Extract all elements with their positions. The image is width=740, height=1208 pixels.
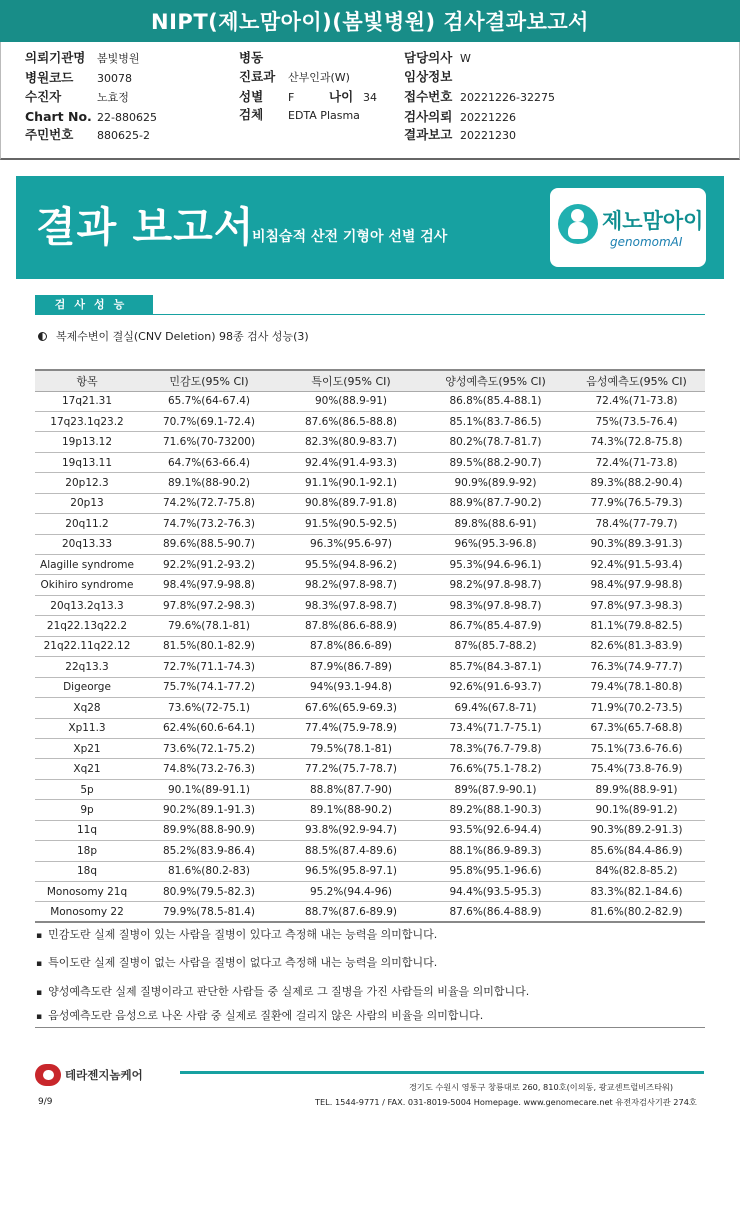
cell-specificity: 91.1%(90.1-92.1) [279,473,423,493]
cell-ppv: 80.2%(78.7-81.7) [423,432,568,452]
reception-no-label: 접수번호 [404,89,453,104]
footer-divider [180,1071,704,1074]
notes-divider [35,1027,705,1028]
cell-sensitivity: 81.5%(80.1-82.9) [139,636,279,656]
cell-item: 5p [35,779,139,799]
cell-specificity: 77.2%(75.7-78.7) [279,759,423,779]
cell-sensitivity: 97.8%(97.2-98.3) [139,595,279,615]
table-row [35,514,705,534]
cell-specificity: 90.8%(89.7-91.8) [279,493,423,513]
cell-npv: 85.6%(84.4-86.9) [568,841,705,861]
doctor-label: 담당의사 [404,50,453,65]
cell-specificity: 96.5%(95.8-97.1) [279,861,423,881]
note-sensitivity: ▪ 민감도란 실제 질병이 있는 사람을 질병이 있다고 측정해 내는 능력을 의미합니다. [36,928,437,943]
cell-specificity: 92.4%(91.4-93.3) [279,452,423,472]
result-date-value: 20221230 [460,129,516,142]
header-sensitivity: 민감도(95% CI) [139,370,279,391]
cell-npv: 77.9%(76.5-79.3) [568,493,705,513]
chart-no-value: 22-880625 [97,111,157,124]
banner-subtitle: 비침습적 산전 기형아 선별 검사 [252,229,448,245]
cell-item: 20q13.33 [35,534,139,554]
cell-specificity: 93.8%(92.9-94.7) [279,820,423,840]
cell-sensitivity: 81.6%(80.2-83) [139,861,279,881]
cell-npv: 78.4%(77-79.7) [568,514,705,534]
result-date-label: 결과보고 [404,127,453,142]
cell-ppv: 78.3%(76.7-79.8) [423,738,568,758]
patient-value: 노효정 [97,91,129,104]
cell-item: 17q21.31 [35,391,139,411]
cell-npv: 90.3%(89.2-91.3) [568,820,705,840]
cell-item: 9p [35,800,139,820]
section-heading-text: 복제수변이 결실(CNV Deletion) 98종 검사 성능(3) [56,330,309,343]
cell-item: Monosomy 22 [35,902,139,922]
cell-item: 22q13.3 [35,657,139,677]
company-mark-icon [35,1064,61,1086]
cell-ppv: 94.4%(93.5-95.3) [423,882,568,902]
cell-sensitivity: 79.9%(78.5-81.4) [139,902,279,922]
cell-sensitivity: 98.4%(97.9-98.8) [139,575,279,595]
cell-specificity: 89.1%(88-90.2) [279,800,423,820]
cell-ppv: 85.7%(84.3-87.1) [423,657,568,677]
cell-specificity: 77.4%(75.9-78.9) [279,718,423,738]
table-row [35,779,705,799]
hospital-code-label: 병원코드 [25,70,74,85]
cell-ppv: 86.8%(85.4-88.1) [423,391,568,411]
sex-value: F [288,91,295,104]
request-date-label: 검사의뢰 [404,109,453,124]
banner-title: 결과 보고서 [36,203,255,251]
cell-item: 20q13.2q13.3 [35,595,139,615]
table-row [35,657,705,677]
cell-ppv: 73.4%(71.7-75.1) [423,718,568,738]
cell-item: Monosomy 21q [35,882,139,902]
cell-npv: 72.4%(71-73.8) [568,452,705,472]
table-row [35,882,705,902]
cell-specificity: 87.8%(86.6-88.9) [279,616,423,636]
logo-korean-text: 제노맘아이 [602,209,704,233]
cell-item: 20q11.2 [35,514,139,534]
cell-specificity: 79.5%(78.1-81) [279,738,423,758]
note-npv: ▪ 음성예측도란 음성으로 나온 사람 중 실제로 질환에 걸리지 않은 사람의 비율을 의미합니다. [36,1009,483,1024]
cell-ppv: 85.1%(83.7-86.5) [423,411,568,431]
cell-sensitivity: 90.2%(89.1-91.3) [139,800,279,820]
resident-no-value: 880625-2 [97,129,150,142]
cell-specificity: 90%(88.9-91) [279,391,423,411]
cell-sensitivity: 85.2%(83.9-86.4) [139,841,279,861]
cell-specificity: 87.9%(86.7-89) [279,657,423,677]
company-name: 테라젠지놈케어 [65,1068,143,1082]
cell-specificity: 96.3%(95.6-97) [279,534,423,554]
cell-item: 21q22.11q22.12 [35,636,139,656]
cell-specificity: 87.6%(86.5-88.8) [279,411,423,431]
table-row [35,636,705,656]
cell-sensitivity: 62.4%(60.6-64.1) [139,718,279,738]
cell-ppv: 88.9%(87.7-90.2) [423,493,568,513]
cell-item: 17q23.1q23.2 [35,411,139,431]
table-row [35,493,705,513]
cell-sensitivity: 71.6%(70-73200) [139,432,279,452]
table-row [35,575,705,595]
ward-label: 병동 [239,50,264,65]
request-date-value: 20221226 [460,111,516,124]
cell-item: Xp21 [35,738,139,758]
cell-specificity: 67.6%(65.9-69.3) [279,698,423,718]
reception-no-value: 20221226-32275 [460,91,555,104]
cell-item: Xp11.3 [35,718,139,738]
cell-ppv: 95.8%(95.1-96.6) [423,861,568,881]
cell-ppv: 88.1%(86.9-89.3) [423,841,568,861]
section-tab: 검사성능 [35,295,153,315]
result-banner [16,176,724,279]
table-header-row [35,370,705,391]
table-row [35,902,705,922]
cell-item: 19p13.12 [35,432,139,452]
cell-npv: 75%(73.5-76.4) [568,411,705,431]
cell-ppv: 89.5%(88.2-90.7) [423,452,568,472]
table-row [35,861,705,881]
table-row [35,841,705,861]
cell-specificity: 88.5%(87.4-89.6) [279,841,423,861]
chart-no-label: Chart No. [25,109,92,124]
cell-ppv: 76.6%(75.1-78.2) [423,759,568,779]
page-number: 9/9 [38,1097,53,1107]
cell-sensitivity: 64.7%(63-66.4) [139,452,279,472]
table-row [35,432,705,452]
cell-sensitivity: 65.7%(64-67.4) [139,391,279,411]
cell-npv: 67.3%(65.7-68.8) [568,718,705,738]
cell-npv: 92.4%(91.5-93.4) [568,555,705,575]
cell-npv: 74.3%(72.8-75.8) [568,432,705,452]
cell-item: 21q22.13q22.2 [35,616,139,636]
table-row [35,677,705,697]
note-ppv: ▪ 양성예측도란 실제 질병이라고 판단한 사람들 중 실제로 그 질병을 가진 사람들의 비율을 의미합니다. [36,985,529,1000]
table-row [35,411,705,431]
cell-ppv: 98.2%(97.8-98.7) [423,575,568,595]
cell-specificity: 88.7%(87.6-89.9) [279,902,423,922]
cell-ppv: 89.8%(88.6-91) [423,514,568,534]
cell-npv: 89.3%(88.2-90.4) [568,473,705,493]
cell-npv: 72.4%(71-73.8) [568,391,705,411]
cell-npv: 83.3%(82.1-84.6) [568,882,705,902]
cell-sensitivity: 74.8%(73.2-76.3) [139,759,279,779]
institution-label: 의뢰기관명 [25,50,86,65]
header-item: 항목 [35,370,139,391]
header-npv: 음성예측도(95% CI) [568,370,705,391]
cell-item: Okihiro syndrome [35,575,139,595]
note-specificity: ▪ 특이도란 실제 질병이 없는 사람을 질병이 없다고 측정해 내는 능력을 의미합니다. [36,956,437,971]
cell-npv: 90.3%(89.3-91.3) [568,534,705,554]
cell-sensitivity: 79.6%(78.1-81) [139,616,279,636]
table-row [35,534,705,554]
cell-sensitivity: 74.7%(73.2-76.3) [139,514,279,534]
cell-specificity: 87.8%(86.6-89) [279,636,423,656]
patient-label: 수진자 [25,89,62,104]
resident-no-label: 주민번호 [25,127,74,142]
cell-item: Xq28 [35,698,139,718]
mother-baby-icon [558,204,598,244]
cell-specificity: 88.8%(87.7-90) [279,779,423,799]
cell-npv: 89.9%(88.9-91) [568,779,705,799]
specimen-label: 검체 [239,107,264,122]
performance-table [35,369,705,923]
cell-item: 18p [35,841,139,861]
cell-ppv: 93.5%(92.6-94.4) [423,820,568,840]
cell-sensitivity: 75.7%(74.1-77.2) [139,677,279,697]
doctor-value: W [460,52,471,65]
table-row [35,616,705,636]
table-row [35,800,705,820]
table-row [35,759,705,779]
cell-ppv: 87%(85.7-88.2) [423,636,568,656]
table-row [35,698,705,718]
cell-npv: 79.4%(78.1-80.8) [568,677,705,697]
table-row [35,391,705,411]
logo-english-text: genomomAI [610,235,683,249]
sex-label: 성별 [239,89,264,104]
table-row [35,473,705,493]
hospital-code-value: 30078 [97,72,132,85]
cell-ppv: 96%(95.3-96.8) [423,534,568,554]
patient-info-panel [0,42,740,160]
specimen-value: EDTA Plasma [288,109,360,122]
cell-ppv: 69.4%(67.8-71) [423,698,568,718]
table-row [35,820,705,840]
age-value: 34 [363,91,377,104]
cell-sensitivity: 89.9%(88.8-90.9) [139,820,279,840]
header-ppv: 양성예측도(95% CI) [423,370,568,391]
table-row [35,555,705,575]
cell-specificity: 82.3%(80.9-83.7) [279,432,423,452]
cell-npv: 97.8%(97.3-98.3) [568,595,705,615]
cell-sensitivity: 70.7%(69.1-72.4) [139,411,279,431]
section-heading [38,330,309,344]
institution-value: 봄빛병원 [97,52,140,65]
cell-item: Xq21 [35,759,139,779]
cell-npv: 75.1%(73.6-76.6) [568,738,705,758]
half-circle-icon [38,332,47,341]
cell-npv: 98.4%(97.9-98.8) [568,575,705,595]
cell-sensitivity: 73.6%(72-75.1) [139,698,279,718]
cell-ppv: 98.3%(97.8-98.7) [423,595,568,615]
table-row [35,595,705,615]
cell-sensitivity: 73.6%(72.1-75.2) [139,738,279,758]
cell-item: 19q13.11 [35,452,139,472]
cell-item: 20p13 [35,493,139,513]
cell-ppv: 95.3%(94.6-96.1) [423,555,568,575]
company-contact: TEL. 1544-9771 / FAX. 031-8019-5004 Homepage. www.genomecare.net 유전자검사기관 274호 [315,1097,697,1107]
cell-specificity: 98.3%(97.8-98.7) [279,595,423,615]
table-row [35,718,705,738]
cell-item: Alagille syndrome [35,555,139,575]
cell-npv: 81.6%(80.2-82.9) [568,902,705,922]
cell-sensitivity: 89.6%(88.5-90.7) [139,534,279,554]
cell-specificity: 91.5%(90.5-92.5) [279,514,423,534]
cell-ppv: 87.6%(86.4-88.9) [423,902,568,922]
cell-npv: 84%(82.8-85.2) [568,861,705,881]
cell-item: Digeorge [35,677,139,697]
report-title: NIPT(제노맘아이)(봄빛병원) 검사결과보고서 [0,0,740,42]
cell-sensitivity: 90.1%(89-91.1) [139,779,279,799]
clinical-info-label: 임상정보 [404,69,453,84]
header-specificity: 특이도(95% CI) [279,370,423,391]
company-address: 경기도 수원시 영통구 창룡대로 260, 810호(이의동, 광교센트럴비즈타워) [409,1082,674,1092]
cell-sensitivity: 74.2%(72.7-75.8) [139,493,279,513]
age-label: 나이 [329,89,354,104]
cell-sensitivity: 80.9%(79.5-82.3) [139,882,279,902]
cell-sensitivity: 89.1%(88-90.2) [139,473,279,493]
cell-npv: 71.9%(70.2-73.5) [568,698,705,718]
cell-item: 11q [35,820,139,840]
genomom-logo [550,188,706,267]
dept-value: 산부인과(W) [288,71,350,84]
cell-npv: 75.4%(73.8-76.9) [568,759,705,779]
cell-ppv: 92.6%(91.6-93.7) [423,677,568,697]
cell-specificity: 95.2%(94.4-96) [279,882,423,902]
cell-npv: 82.6%(81.3-83.9) [568,636,705,656]
table-row [35,738,705,758]
table-row [35,452,705,472]
cell-ppv: 89%(87.9-90.1) [423,779,568,799]
cell-item: 18q [35,861,139,881]
cell-npv: 76.3%(74.9-77.7) [568,657,705,677]
cell-npv: 81.1%(79.8-82.5) [568,616,705,636]
cell-ppv: 90.9%(89.9-92) [423,473,568,493]
cell-sensitivity: 72.7%(71.1-74.3) [139,657,279,677]
cell-specificity: 98.2%(97.8-98.7) [279,575,423,595]
cell-ppv: 89.2%(88.1-90.3) [423,800,568,820]
section-divider [153,314,705,315]
cell-specificity: 95.5%(94.8-96.2) [279,555,423,575]
cell-ppv: 86.7%(85.4-87.9) [423,616,568,636]
cell-sensitivity: 92.2%(91.2-93.2) [139,555,279,575]
dept-label: 진료과 [239,69,276,84]
cell-npv: 90.1%(89-91.2) [568,800,705,820]
cell-specificity: 94%(93.1-94.8) [279,677,423,697]
cell-item: 20p12.3 [35,473,139,493]
